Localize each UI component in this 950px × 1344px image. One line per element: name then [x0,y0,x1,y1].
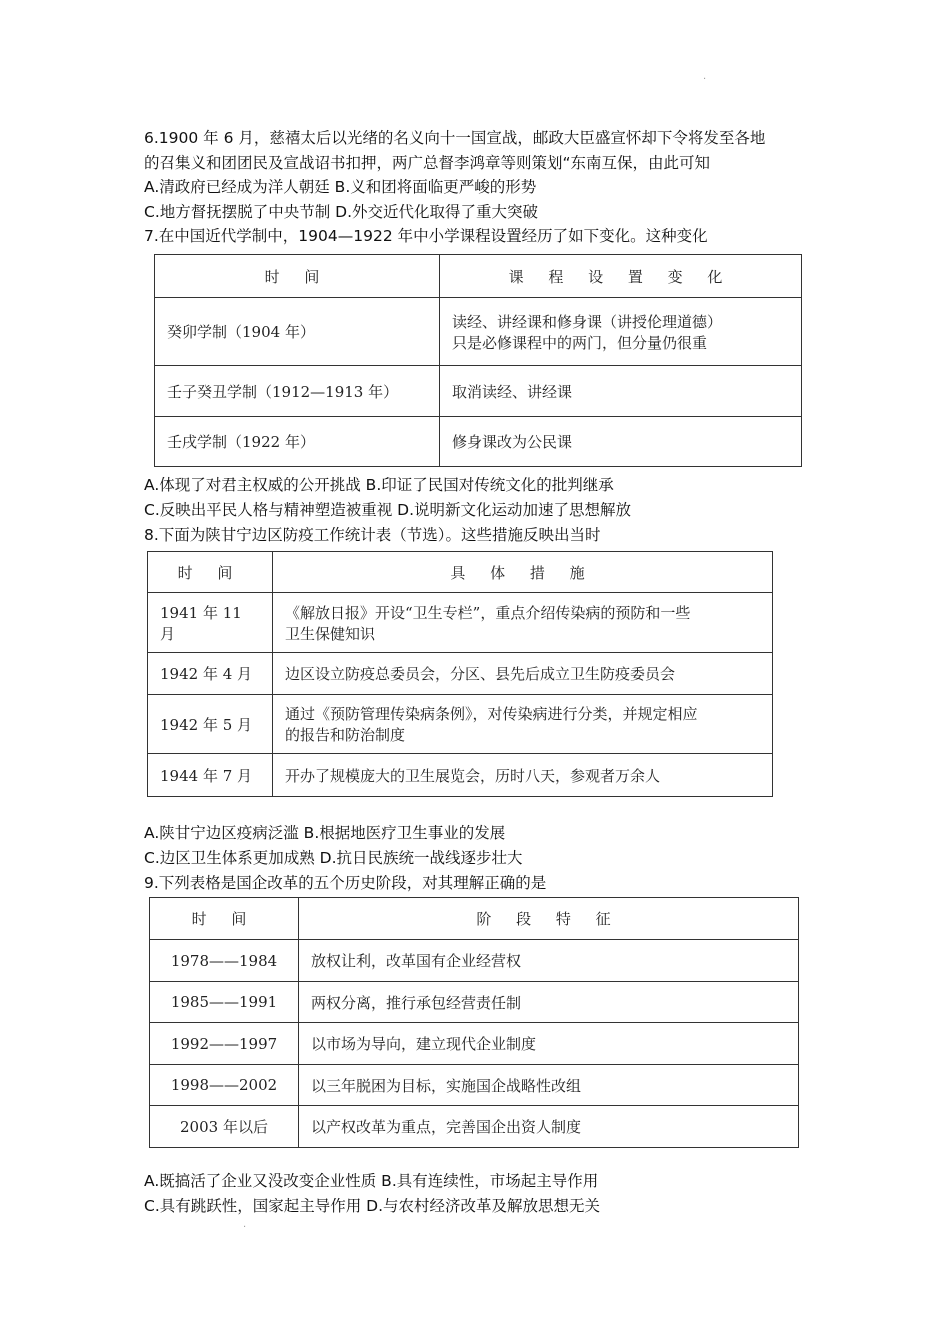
q8-row3-measure-line1: 通过《预防管理传染病条例》，对传染病进行分类，并规定相应 [285,705,698,723]
table-row [150,1023,799,1065]
q9-header-feature: 阶 段 特 征 [299,898,799,940]
q9-row2-time: 1985——1991 [150,982,299,1023]
q7-row1-time: 癸卯学制（1904 年） [155,298,440,366]
q8-options-line2: C.边区卫生体系更加成熟 D.抗日民族统一战线逐步壮大 [144,849,523,867]
table-row [155,417,802,467]
q9-row1-feature: 放权让利，改革国有企业经营权 [299,940,799,982]
table-row [150,982,799,1023]
q9-options-line1: A.既搞活了企业又没改变企业性质 B.具有连续性，市场起主导作用 [144,1172,599,1190]
q8-header-measure: 具 体 措 施 [273,552,773,593]
q8-options-line1: A.陕甘宁边区疫病泛滥 B.根据地医疗卫生事业的发展 [144,824,506,842]
q7-row2-change: 取消读经、讲经课 [440,366,802,417]
q8-row1-measure-line1: 《解放日报》开设“卫生专栏”，重点介绍传染病的预防和一些 [285,603,691,622]
q9-table [149,897,799,1148]
q9-row3-time: 1992——1997 [150,1023,299,1065]
q8-header-time: 时 间 [148,552,273,593]
table-row [155,366,802,417]
q9-row5-time: 2003 年以后 [150,1106,299,1148]
q7-row1-change-line1: 读经、讲经课和修身课（讲授伦理道德） [452,312,723,331]
q7-stem: 7.在中国近代学制中，1904—1922 年中小学课程设置经历了如下变化。这种变化 [144,227,708,245]
table-header-row [155,255,802,298]
table-header-row [150,898,799,940]
q7-row2-time: 壬子癸丑学制（1912—1913 年） [155,366,440,417]
q8-stem: 8.下面为陕甘宁边区防疫工作统计表（节选）。这些措施反映出当时 [144,526,601,544]
q7-row3-change: 修身课改为公民课 [440,417,802,467]
q8-row3-time: 1942 年 5 月 [148,695,273,754]
table-row [155,298,802,366]
q9-row4-time: 1998——2002 [150,1065,299,1106]
q8-row1-measure-line2: 卫生保健知识 [285,624,376,643]
q7-row3-time: 壬戌学制（1922 年） [155,417,440,467]
q6-stem-line2: 的召集义和团团民及宣战诏书扣押，两广总督李鸿章等则策划“东南互保，由此可知 [144,154,711,172]
table-header-row [148,552,773,593]
q8-table [147,551,773,797]
q9-header-time: 时 间 [150,898,299,940]
q7-header-time: 时 间 [155,255,440,298]
table-row [148,653,773,695]
q6-stem-line1: 6.1900 年 6 月，慈禧太后以光绪的名义向十一国宣战，邮政大臣盛宣怀却下令将发至各地 [144,129,766,147]
q7-row1-change [440,298,802,366]
q8-row2-measure: 边区设立防疫总委员会，分区、县先后成立卫生防疫委员会 [273,653,773,695]
q8-row4-time: 1944 年 7 月 [148,754,273,797]
q6-options-line2: C.地方督抚摆脱了中央节制 D.外交近代化取得了重大突破 [144,203,539,221]
q8-row1-time: 1941 年 11 月 [148,593,273,653]
q8-row4-measure: 开办了规模庞大的卫生展览会，历时八天，参观者万余人 [273,754,773,797]
page-mark-dot: · [703,74,707,85]
q7-options-line2: C.反映出平民人格与精神塑造被重视 D.说明新文化运动加速了思想解放 [144,501,632,519]
q7-header-change: 课 程 设 置 变 化 [440,255,802,298]
table-row [150,1106,799,1148]
table-row [148,754,773,797]
q9-stem: 9.下列表格是国企改革的五个历史阶段，对其理解正确的是 [144,874,547,892]
q9-options-line2: C.具有跳跃性，国家起主导作用 D.与农村经济改革及解放思想无关 [144,1197,601,1215]
table-row [150,1065,799,1106]
q9-row5-feature: 以产权改革为重点，完善国企出资人制度 [299,1106,799,1148]
table-row [148,695,773,754]
page-mark-dot: · [243,1222,247,1233]
q6-options-line1: A.清政府已经成为洋人朝廷 B.义和团将面临更严峻的形势 [144,178,537,196]
q8-row1-measure [273,593,773,653]
q7-table [154,254,802,467]
q9-row4-feature: 以三年脱困为目标，实施国企战略性改组 [299,1065,799,1106]
table-row [148,593,773,653]
q7-row1-change-line2: 只是必修课程中的两门，但分量仍很重 [452,333,708,352]
q8-row2-time: 1942 年 4 月 [148,653,273,695]
q9-row2-feature: 两权分离，推行承包经营责任制 [299,982,799,1023]
q9-row3-feature: 以市场为导向，建立现代企业制度 [299,1023,799,1065]
q8-row3-measure-line2: 的报告和防治制度 [285,726,406,744]
table-row [150,940,799,982]
q9-row1-time: 1978——1984 [150,940,299,982]
q8-row3-measure [273,695,773,754]
q7-options-line1: A.体现了对君主权威的公开挑战 B.印证了民国对传统文化的批判继承 [144,476,614,494]
